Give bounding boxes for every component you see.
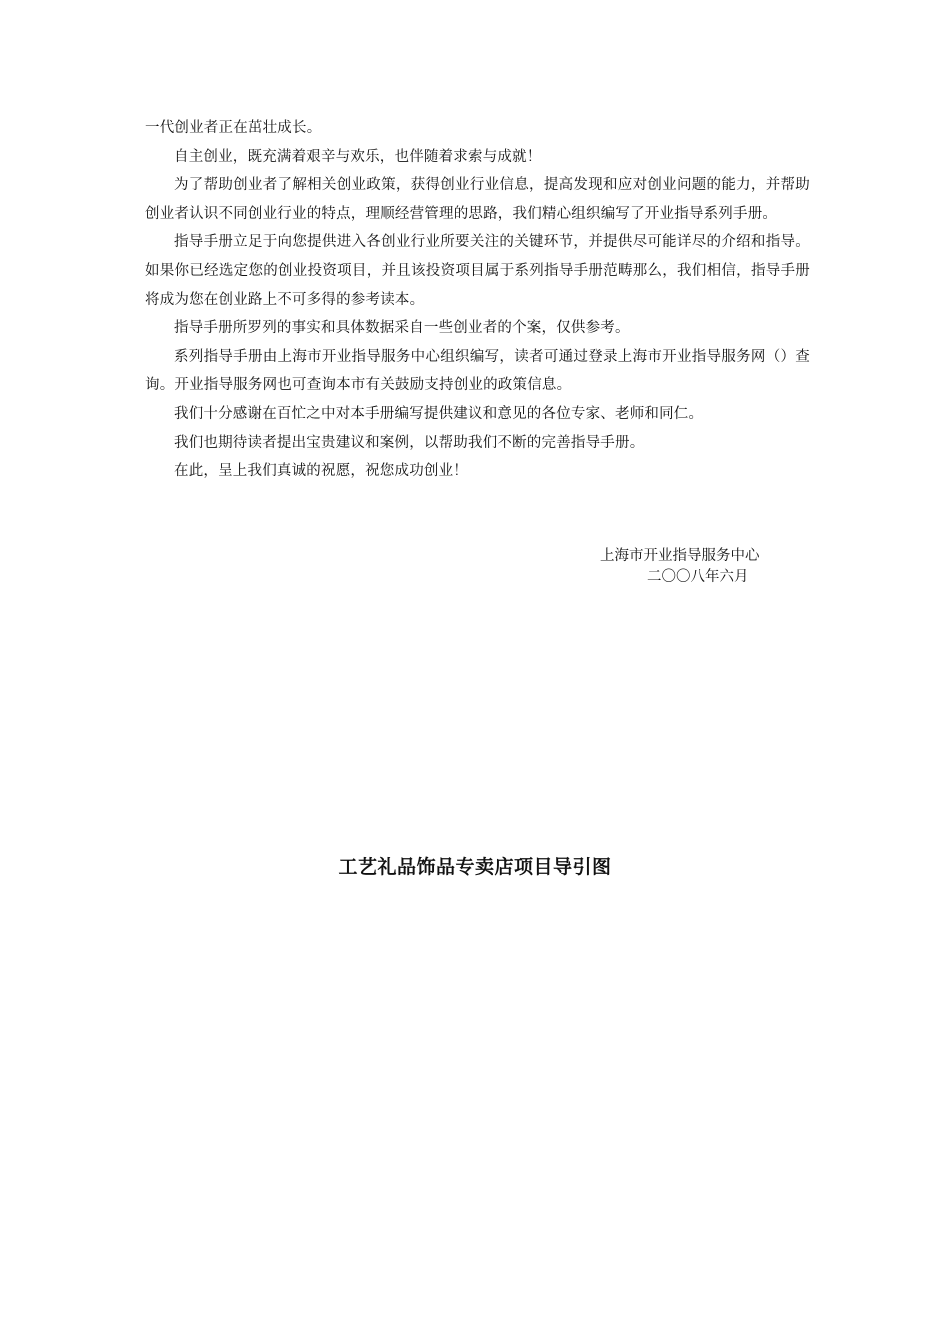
signature-date: 二〇〇八年六月 xyxy=(647,569,749,585)
paragraph-9: 在此，呈上我们真诚的祝愿，祝您成功创业！ xyxy=(174,463,468,480)
paragraph-6: 系列指导手册由上海市开业指导服务中心组织编写，读者可通过登录上海市开业指导服务网（）查询。开业指导服务网也可查询本市有关鼓励支持创业的政策信息。 xyxy=(145,348,810,394)
paragraph-5: 指导手册所罗列的事实和具体数据采自一些创业者的个案，仅供参考。 xyxy=(174,320,630,337)
signature-block xyxy=(600,546,860,588)
paragraph-3: 为了帮助创业者了解相关创业政策，获得创业行业信息，提高发现和应对创业问题的能力，并帮助创业者认识不同创业行业的特点，理顺经营管理的思路，我们精心组织编写了开业指导系列手册。 xyxy=(145,177,810,222)
paragraph-2: 自主创业，既充满着艰辛与欢乐，也伴随着求索与成就！ xyxy=(174,148,542,165)
section-heading: 工艺礼品饰品专卖店项目导引图 xyxy=(338,856,612,878)
paragraph-8: 我们也期待读者提出宝贵建议和案例，以帮助我们不断的完善指导手册。 xyxy=(174,434,645,451)
preface-body xyxy=(145,114,810,486)
paragraph-7: 我们十分感谢在百忙之中对本手册编写提供建议和意见的各位专家、老师和同仁。 xyxy=(174,405,704,422)
paragraph-4: 指导手册立足于向您提供进入各创业行业所要关注的关键环节，并提供尽可能详尽的介绍和指导。如果你已经选定您的创业投资项目，并且该投资项目属于系列指导手册范畴那么，我们相信，指导手册将成为您在创业路上不可多得的参考读本。 xyxy=(145,234,810,308)
paragraph-1: 一代创业者正在茁壮成长。 xyxy=(145,120,322,136)
signature-organization: 上海市开业指导服务中心 xyxy=(600,548,760,564)
